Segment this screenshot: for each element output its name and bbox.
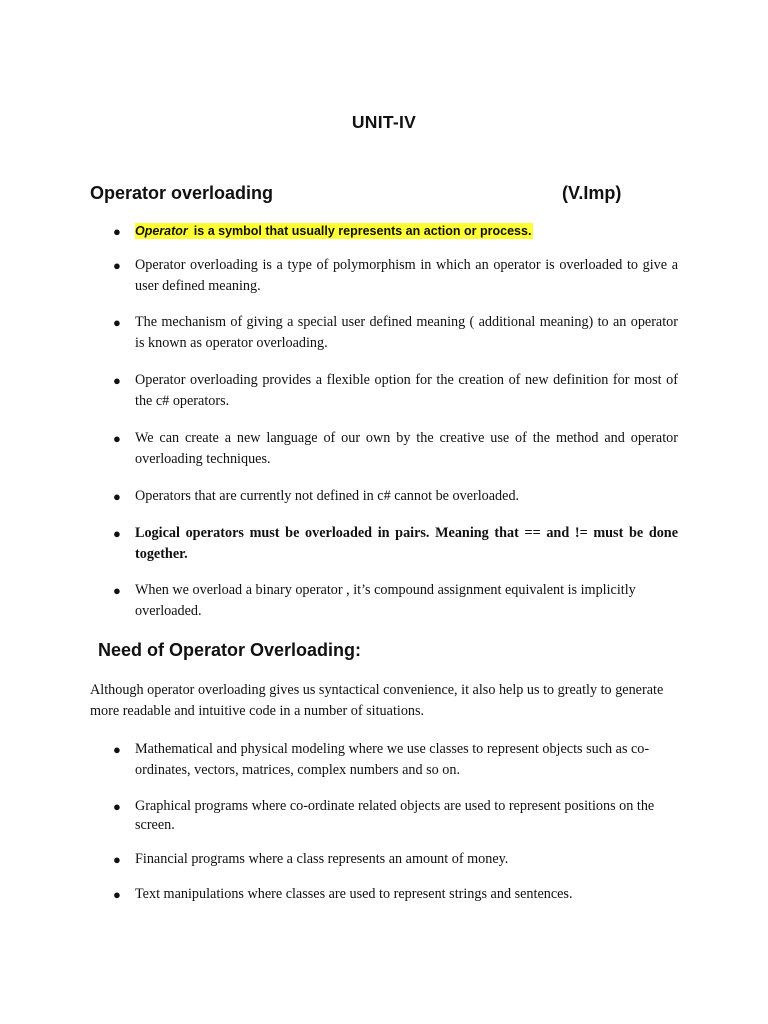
bullet-icon: ● <box>113 373 121 388</box>
bullet-icon: ● <box>113 583 121 598</box>
section-heading-text: Operator overloading <box>90 183 274 203</box>
list-item <box>114 255 678 297</box>
highlight-term: Operator <box>135 224 188 238</box>
bullet-icon: ● <box>113 431 121 446</box>
bullet-icon: ● <box>113 224 121 239</box>
list-item-text: The mechanism of giving a special user defined meaning ( additional meaning) to an operator is known as operator overloading. <box>135 314 678 351</box>
list-item-text: When we overload a binary operator , it’s compound assignment equivalent is implicitly overloaded. <box>135 582 636 619</box>
list-item-text: Operator overloading provides a flexible option for the creation of new definition for most of the c# operators. <box>135 372 678 409</box>
list-item-text: Graphical programs where co-ordinate related objects are used to represent positions on the screen. <box>135 798 655 833</box>
list-item <box>114 428 678 470</box>
bullet-icon: ● <box>113 258 121 273</box>
bullet-icon: ● <box>113 887 121 902</box>
section-heading-operator-overloading <box>90 183 650 204</box>
importance-tag: (V.Imp) <box>562 183 622 203</box>
bullet-icon: ● <box>113 315 121 330</box>
list-item-text: Mathematical and physical modeling where we use classes to represent objects such as co-ordinates, vectors, matrices, complex numbers and so on. <box>135 741 650 778</box>
bullet-icon: ● <box>113 852 121 867</box>
unit-title: UNIT-IV <box>351 112 417 132</box>
list-item-text: Logical operators must be overloaded in pairs. Meaning that == and != must be done together. <box>135 525 678 562</box>
bullet-icon: ● <box>113 526 121 541</box>
bullet-icon: ● <box>113 489 121 504</box>
list-item-text: Operators that are currently not defined in c# cannot be overloaded. <box>135 488 520 504</box>
list-item <box>114 486 678 507</box>
list-item <box>114 523 678 565</box>
list-item <box>114 797 678 835</box>
list-item-text: Operator overloading is a type of polymorphism in which an operator is overloaded to give a user defined meaning. <box>135 257 678 294</box>
list-item-text: Text manipulations where classes are used to represent strings and sentences. <box>135 886 573 902</box>
list-item <box>114 580 678 622</box>
highlighted-definition <box>135 223 533 239</box>
list-item-text: We can create a new language of our own by the creative use of the method and operator overloading techniques. <box>135 430 678 467</box>
list-item <box>114 849 678 870</box>
list-item <box>114 884 678 905</box>
list-item <box>114 312 678 354</box>
bullet-icon: ● <box>113 742 121 757</box>
list-item-text: Financial programs where a class represents an amount of money. <box>135 851 509 867</box>
list-item <box>114 739 678 781</box>
list-item <box>114 221 678 242</box>
section-heading-need: Need of Operator Overloading: <box>98 640 362 660</box>
list-item <box>114 370 678 412</box>
bullet-icon: ● <box>113 799 121 814</box>
highlight-rest: is a symbol that usually represents an action or process. <box>193 224 532 238</box>
intro-paragraph: Although operator overloading gives us syntactical convenience, it also help us to greatly to generate more readable and intuitive code in a number of situations. <box>90 682 664 719</box>
